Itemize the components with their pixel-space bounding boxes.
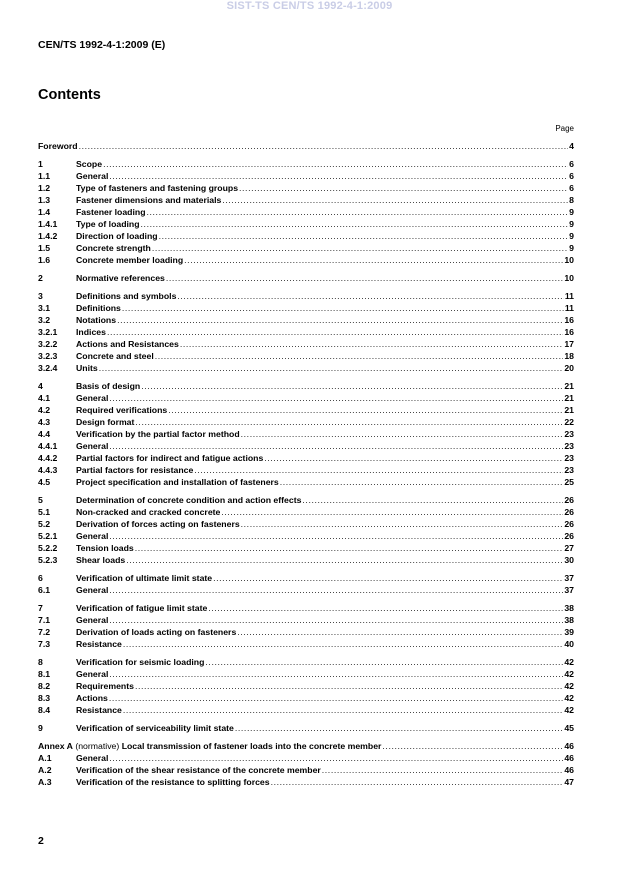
toc-entry[interactable] (38, 416, 574, 428)
toc-page-number: 23 (564, 441, 574, 451)
toc-entry[interactable] (38, 428, 574, 440)
toc-entry[interactable] (38, 272, 574, 284)
table-of-contents (38, 140, 574, 788)
toc-section-title: Verification of fatigue limit state (76, 603, 208, 613)
toc-section-title: General (76, 393, 109, 403)
toc-dot-leader (239, 182, 568, 194)
toc-section-title: General (76, 669, 109, 679)
toc-page-number: 6 (569, 159, 574, 169)
toc-entry[interactable] (38, 626, 574, 638)
toc-section-number: 8.4 (38, 705, 51, 715)
toc-entry[interactable] (38, 530, 574, 542)
toc-section-number: 6 (38, 573, 43, 583)
toc-section-title: Concrete strength (76, 243, 151, 253)
toc-dot-leader (99, 362, 564, 374)
toc-dot-leader (135, 542, 564, 554)
toc-section-title: Type of fasteners and fastening groups (76, 183, 239, 193)
toc-page-number: 16 (564, 327, 574, 337)
toc-section-title: General (76, 585, 109, 595)
toc-section-number: A.2 (38, 765, 52, 775)
toc-section-title: Shear loads (76, 555, 126, 565)
toc-entry[interactable] (38, 140, 574, 152)
toc-dot-leader (302, 494, 563, 506)
toc-dot-leader (135, 680, 563, 692)
toc-section-number: 4.4.2 (38, 453, 58, 463)
toc-dot-leader (109, 392, 563, 404)
toc-dot-leader (180, 338, 563, 350)
toc-section-number: 4.2 (38, 405, 51, 415)
toc-dot-leader (194, 464, 563, 476)
toc-section-title: General (76, 171, 109, 181)
toc-section-number: 8.3 (38, 693, 51, 703)
toc-page-number: 18 (564, 351, 574, 361)
toc-section-number: 1.4.2 (38, 231, 58, 241)
toc-entry[interactable] (38, 314, 574, 326)
toc-entry[interactable] (38, 338, 574, 350)
document-identifier: CEN/TS 1992-4-1:2009 (E) (38, 39, 166, 51)
toc-section-number: 1.4 (38, 207, 51, 217)
toc-page-number: 6 (569, 171, 574, 181)
toc-section-title: Verification of the shear resistance of the concrete member (76, 765, 321, 775)
toc-page-number: 45 (564, 723, 574, 733)
toc-section-number: 1.5 (38, 243, 51, 253)
toc-page-number: 9 (569, 231, 574, 241)
toc-dot-leader (280, 476, 564, 488)
toc-entry[interactable] (38, 194, 574, 206)
toc-section-number: 1.3 (38, 195, 51, 205)
toc-dot-leader (155, 350, 564, 362)
toc-section-title: Annex A (normative) Local transmission of fastener loads into the concrete member (38, 741, 382, 751)
toc-entry[interactable] (38, 554, 574, 566)
toc-section-title: General (76, 615, 109, 625)
toc-section-title: General (76, 531, 109, 541)
toc-section-title: Partial factors for indirect and fatigue actions (76, 453, 264, 463)
toc-section-title: Type of loading (76, 219, 140, 229)
toc-entry[interactable] (38, 350, 574, 362)
toc-entry[interactable] (38, 722, 574, 734)
toc-section-number: A.3 (38, 777, 52, 787)
toc-section-title: Determination of concrete condition and action effects (76, 495, 302, 505)
toc-entry[interactable] (38, 392, 574, 404)
toc-entry[interactable] (38, 656, 574, 668)
toc-section-title: Actions and Resistances (76, 339, 179, 349)
toc-section-number: 8 (38, 657, 43, 667)
toc-page-number: 40 (564, 639, 574, 649)
toc-entry[interactable] (38, 464, 574, 476)
toc-entry[interactable] (38, 680, 574, 692)
toc-entry[interactable] (38, 158, 574, 170)
toc-page-number: 46 (564, 753, 574, 763)
toc-section-number: 7.2 (38, 627, 51, 637)
toc-section-number: 3.2.2 (38, 339, 58, 349)
toc-entry[interactable] (38, 494, 574, 506)
toc-section-title: Foreword (38, 141, 78, 151)
toc-page-number: 37 (564, 573, 574, 583)
toc-page-number: 22 (564, 417, 574, 427)
toc-section-title: Indices (76, 327, 106, 337)
toc-entry[interactable] (38, 752, 574, 764)
toc-section-title: Requirements (76, 681, 134, 691)
toc-dot-leader (109, 530, 563, 542)
toc-section-title: Units (76, 363, 98, 373)
toc-page-number: 42 (564, 657, 574, 667)
toc-dot-leader (103, 158, 568, 170)
toc-entry[interactable] (38, 206, 574, 218)
toc-page-number: 23 (564, 453, 574, 463)
toc-section-number: 3.2.4 (38, 363, 58, 373)
toc-entry[interactable] (38, 218, 574, 230)
toc-entry[interactable] (38, 476, 574, 488)
toc-section-number: 1.2 (38, 183, 51, 193)
toc-dot-leader (109, 440, 563, 452)
toc-entry[interactable] (38, 380, 574, 392)
toc-dot-leader (159, 230, 569, 242)
toc-section-number: 9 (38, 723, 43, 733)
toc-page-number: 8 (569, 195, 574, 205)
toc-section-number: 7 (38, 603, 43, 613)
toc-section-title: Concrete and steel (76, 351, 154, 361)
toc-page-number: 21 (564, 405, 574, 415)
page-column-header: Page (555, 124, 574, 133)
toc-section-title: Verification of the resistance to splitting forces (76, 777, 270, 787)
toc-page-number: 37 (564, 585, 574, 595)
toc-section-title: Scope (76, 159, 103, 169)
toc-page-number: 20 (564, 363, 574, 373)
toc-page-number: 9 (569, 219, 574, 229)
toc-entry[interactable] (38, 638, 574, 650)
toc-dot-leader (235, 722, 563, 734)
toc-page-number: 25 (564, 477, 574, 487)
toc-page-number: 23 (564, 465, 574, 475)
toc-entry[interactable] (38, 362, 574, 374)
toc-dot-leader (109, 170, 568, 182)
toc-dot-leader (109, 668, 563, 680)
toc-section-title: Verification of ultimate limit state (76, 573, 213, 583)
toc-section-number: 4.4.3 (38, 465, 58, 475)
toc-dot-leader (79, 140, 569, 152)
toc-section-number: 4.4.1 (38, 441, 58, 451)
toc-page-number: 42 (564, 681, 574, 691)
toc-section-number: 8.2 (38, 681, 51, 691)
toc-entry[interactable] (38, 242, 574, 254)
toc-section-title: Normative references (76, 273, 165, 283)
toc-dot-leader (126, 554, 563, 566)
toc-page-number: 4 (569, 141, 574, 151)
toc-page-number: 39 (564, 627, 574, 637)
toc-dot-leader (141, 380, 563, 392)
toc-section-title: Project specification and installation of fasteners (76, 477, 279, 487)
toc-page-number: 10 (564, 273, 574, 283)
toc-section-title: Resistance (76, 639, 122, 649)
toc-entry[interactable] (38, 452, 574, 464)
toc-entry[interactable] (38, 254, 574, 266)
toc-section-number: 5.1 (38, 507, 51, 517)
toc-entry[interactable] (38, 404, 574, 416)
toc-page-number: 9 (569, 207, 574, 217)
toc-section-number: 1 (38, 159, 43, 169)
toc-dot-leader (237, 626, 563, 638)
toc-section-number: 2 (38, 273, 43, 283)
toc-dot-leader (241, 428, 564, 440)
toc-page-number: 26 (564, 495, 574, 505)
toc-dot-leader (109, 752, 563, 764)
toc-entry[interactable] (38, 230, 574, 242)
toc-page-number: 42 (564, 669, 574, 679)
toc-entry[interactable] (38, 692, 574, 704)
toc-dot-leader (177, 290, 563, 302)
watermark: SIST-TS CEN/TS 1992-4-1:2009 (226, 0, 393, 12)
toc-dot-leader (122, 302, 564, 314)
toc-dot-leader (322, 764, 564, 776)
toc-section-title: Required verifications (76, 405, 168, 415)
toc-dot-leader (109, 614, 563, 626)
toc-dot-leader (123, 638, 563, 650)
toc-entry[interactable] (38, 440, 574, 452)
toc-dot-leader (222, 194, 568, 206)
toc-section-title: Basis of design (76, 381, 141, 391)
toc-page-number: 11 (564, 303, 574, 313)
toc-entry[interactable] (38, 518, 574, 530)
toc-section-title: Verification of serviceability limit state (76, 723, 234, 733)
toc-section-number: 8.1 (38, 669, 51, 679)
toc-dot-leader (152, 242, 568, 254)
toc-section-number: 6.1 (38, 585, 51, 595)
toc-section-number: 4.1 (38, 393, 51, 403)
toc-dot-leader (241, 518, 564, 530)
toc-section-number: 5.2.3 (38, 555, 58, 565)
toc-page-number: 30 (564, 555, 574, 565)
toc-section-number: 4.3 (38, 417, 51, 427)
toc-page-number: 26 (564, 507, 574, 517)
toc-page-number: 27 (564, 543, 574, 553)
toc-section-title: Concrete member loading (76, 255, 184, 265)
toc-section-title: Actions (76, 693, 108, 703)
toc-dot-leader (109, 584, 563, 596)
toc-entry[interactable] (38, 614, 574, 626)
toc-section-title: General (76, 441, 109, 451)
toc-dot-leader (147, 206, 569, 218)
toc-entry[interactable] (38, 668, 574, 680)
toc-section-number: 7.1 (38, 615, 51, 625)
toc-entry[interactable] (38, 704, 574, 716)
toc-entry[interactable] (38, 776, 574, 788)
toc-entry[interactable] (38, 290, 574, 302)
toc-section-title: Tension loads (76, 543, 134, 553)
toc-section-title: Verification for seismic loading (76, 657, 205, 667)
toc-section-number: A.1 (38, 753, 52, 763)
toc-dot-leader (107, 326, 563, 338)
toc-section-number: 3.2.1 (38, 327, 58, 337)
toc-dot-leader (264, 452, 563, 464)
toc-page-number: 6 (569, 183, 574, 193)
toc-section-number: 1.6 (38, 255, 51, 265)
toc-page-number: 46 (564, 741, 574, 751)
page-number: 2 (38, 835, 44, 847)
toc-entry[interactable] (38, 764, 574, 776)
toc-page-number: 9 (569, 243, 574, 253)
toc-section-title: Partial factors for resistance (76, 465, 194, 475)
toc-page-number: 38 (564, 615, 574, 625)
toc-page-number: 26 (564, 531, 574, 541)
toc-page-number: 21 (564, 393, 574, 403)
toc-entry[interactable] (38, 302, 574, 314)
toc-page-number: 16 (564, 315, 574, 325)
toc-section-title: Verification by the partial factor method (76, 429, 240, 439)
toc-entry[interactable] (38, 584, 574, 596)
toc-entry[interactable] (38, 572, 574, 584)
toc-section-number: 4.4 (38, 429, 51, 439)
toc-section-title: Non-cracked and cracked concrete (76, 507, 221, 517)
toc-section-title: Design format (76, 417, 135, 427)
toc-entry[interactable] (38, 740, 574, 752)
toc-section-number: 7.3 (38, 639, 51, 649)
toc-entry[interactable] (38, 170, 574, 182)
toc-dot-leader (382, 740, 563, 752)
toc-page-number: 42 (564, 693, 574, 703)
toc-section-title: Derivation of forces acting on fasteners (76, 519, 240, 529)
toc-dot-leader (208, 602, 563, 614)
toc-section-title: Derivation of loads acting on fasteners (76, 627, 237, 637)
toc-page-number: 17 (564, 339, 574, 349)
toc-dot-leader (117, 314, 563, 326)
toc-dot-leader (166, 272, 563, 284)
toc-section-title: Definitions and symbols (76, 291, 177, 301)
toc-dot-leader (168, 404, 563, 416)
toc-dot-leader (135, 416, 563, 428)
toc-section-title: General (76, 753, 109, 763)
toc-dot-leader (221, 506, 563, 518)
toc-section-number: 3.2.3 (38, 351, 58, 361)
toc-page-number: 38 (564, 603, 574, 613)
toc-page-number: 11 (564, 291, 574, 301)
toc-section-title: Definitions (76, 303, 121, 313)
toc-dot-leader (123, 704, 563, 716)
toc-dot-leader (271, 776, 564, 788)
toc-page-number: 26 (564, 519, 574, 529)
toc-section-number: 4.5 (38, 477, 51, 487)
toc-page-number: 47 (564, 777, 574, 787)
toc-entry[interactable] (38, 326, 574, 338)
toc-section-title: Fastener dimensions and materials (76, 195, 222, 205)
toc-entry[interactable] (38, 182, 574, 194)
toc-section-number: 3 (38, 291, 43, 301)
toc-page-number: 23 (564, 429, 574, 439)
toc-dot-leader (213, 572, 563, 584)
toc-section-number: 5.2 (38, 519, 51, 529)
toc-section-number: 3.2 (38, 315, 51, 325)
toc-section-title: Direction of loading (76, 231, 158, 241)
toc-entry[interactable] (38, 542, 574, 554)
toc-section-title: Notations (76, 315, 117, 325)
toc-section-number: 5.2.1 (38, 531, 58, 541)
toc-section-title: Resistance (76, 705, 122, 715)
toc-entry[interactable] (38, 602, 574, 614)
toc-page-number: 10 (564, 255, 574, 265)
toc-dot-leader (141, 218, 569, 230)
toc-section-number: 5 (38, 495, 43, 505)
toc-dot-leader (205, 656, 563, 668)
toc-section-title: Fastener loading (76, 207, 146, 217)
toc-section-number: 3.1 (38, 303, 51, 313)
toc-section-number: 1.1 (38, 171, 51, 181)
toc-entry[interactable] (38, 506, 574, 518)
toc-section-number: 1.4.1 (38, 219, 58, 229)
toc-page-number: 46 (564, 765, 574, 775)
toc-page-number: 21 (564, 381, 574, 391)
toc-section-number: 4 (38, 381, 43, 391)
page-title: Contents (38, 87, 101, 103)
toc-section-number: 5.2.2 (38, 543, 58, 553)
toc-page-number: 42 (564, 705, 574, 715)
toc-dot-leader (184, 254, 563, 266)
toc-dot-leader (109, 692, 563, 704)
